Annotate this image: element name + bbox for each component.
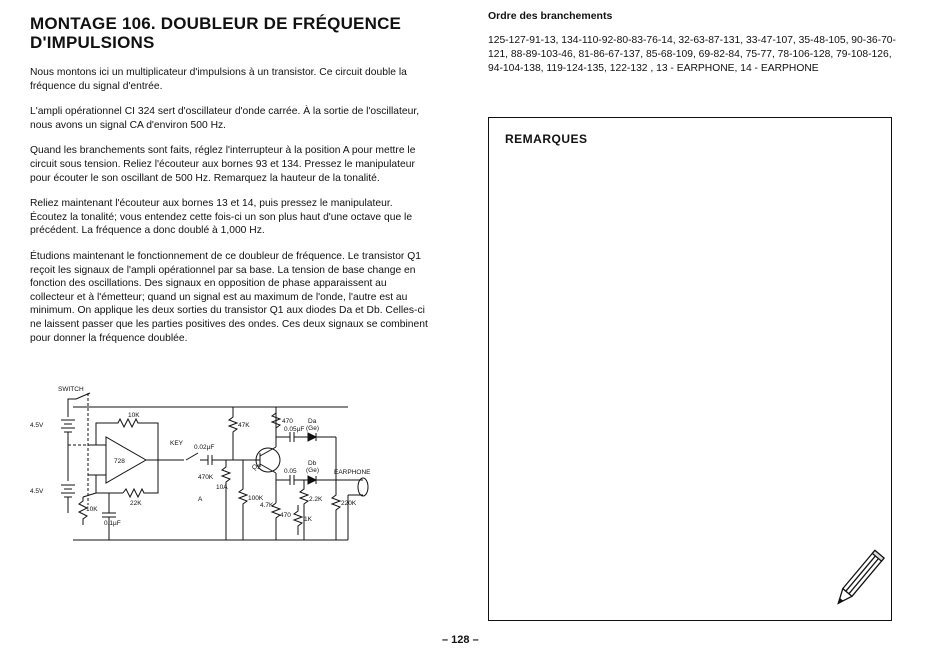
paragraph-1: Nous montons ici un multiplicateur d'impulsions à un transistor. Ce circuit double la fréquence du signal d'entrée.: [30, 67, 407, 92]
label-22k-b: 2.2K: [309, 496, 323, 503]
label-ic: 728: [114, 458, 125, 465]
label-pos-a: A: [198, 496, 203, 503]
label-10k-left: 10K: [86, 506, 98, 513]
label-220k: 220K: [341, 500, 357, 507]
paragraph-3: Quand les branchements sont faits, réglez l'interrupteur à la position A pour mettre le circuit sous tension. Reliez l'écouteur aux bornes 93 et 134. Pressez le manipulateur pour écouter le son oscillant de 500 Hz. Remarquez la hauteur de la tonalité.: [30, 145, 416, 184]
label-pos-a2: 10A: [216, 484, 228, 491]
label-switch: SWITCH: [58, 386, 84, 393]
title-line-2: D'IMPULSIONS: [30, 33, 155, 52]
circuit-schematic: [28, 385, 378, 550]
label-key: KEY: [170, 440, 184, 447]
label-ge-b: (Ge): [306, 467, 319, 474]
title-line-1: MONTAGE 106. DOUBLEUR DE FRÉQUENCE: [30, 14, 402, 33]
label-47k: 47K: [238, 422, 250, 429]
label-v45-bot: 4.5V: [30, 488, 44, 495]
label-q1: Q1: [252, 464, 261, 471]
label-10k-top: 10K: [128, 412, 140, 419]
connections-section: [488, 10, 908, 76]
label-470k: 470K: [198, 474, 214, 481]
label-c01: 0.1µF: [104, 520, 121, 527]
paragraph-4: Reliez maintenant l'écouteur aux bornes 13 et 14, puis pressez le manipulateur. Écoutez la tonalité; vous entendez cette fois-ci un son plus haut d'une octave que le précédent. La fréquence a donc doublé à 1,000 Hz.: [30, 198, 413, 237]
label-c005-top: 0.05µF: [284, 426, 305, 433]
label-100k: 100K: [248, 495, 264, 502]
label-470-bot: 470: [280, 512, 291, 519]
label-47k-b: 4.7K: [260, 502, 274, 509]
label-1k: 1K: [304, 516, 312, 523]
label-c002: 0.02µF: [194, 444, 215, 451]
label-earphone: EARPHONE: [334, 469, 371, 476]
label-v45-top: 4.5V: [30, 422, 44, 429]
connections-heading: Ordre des branchements: [488, 10, 613, 22]
label-db: Db: [308, 460, 317, 467]
article-title: [30, 14, 430, 52]
label-c005-bot: 0.05: [284, 468, 297, 475]
remarks-box: [488, 117, 892, 621]
label-470-top: 470: [282, 418, 293, 425]
article: [30, 14, 430, 357]
page-number: – 128 –: [442, 634, 479, 646]
paragraph-2: L'ampli opérationnel CI 324 sert d'oscillateur d'onde carrée. À la sortie de l'oscillateur, nous avons un signal CA d'environ 500 Hz.: [30, 106, 420, 131]
pencil-icon: [827, 546, 887, 616]
connections-text: 125-127-91-13, 134-110-92-80-83-76-14, 32-63-87-131, 33-47-107, 35-48-105, 90-36-70-121, 88-89-103-46, 81-86-67-137, 85-68-109, 69-82-84, 75-77, 78-106-128, 79-108-126, 94-104-138, 119-124-135, 122-132 , 13 - EARPHONE, 14 - EARPHONE: [488, 35, 896, 74]
paragraph-5: Étudions maintenant le fonctionnement de ce doubleur de fréquence. Le transistor Q1 reçoit les signaux de l'ampli opérationnel par sa base. La tension de base change en fonction des oscillations. Des signaux en opposition de phase apparaissent au collecteur et à l'émetteur; quand un signal est au maximum de l'onde, l'autre est au minimum. On applique les deux sorties du transistor Q1 aux diodes Da et Db. Celles-ci ne laissent passer que les parties positives des ondes. Ces deux signaux se combinent pour donner la fréquence doublée.: [30, 250, 428, 344]
remarks-title: REMARQUES: [505, 132, 588, 146]
label-ge-a: (Ge): [306, 425, 319, 432]
label-da: Da: [308, 418, 317, 425]
label-22k: 22K: [130, 500, 142, 507]
